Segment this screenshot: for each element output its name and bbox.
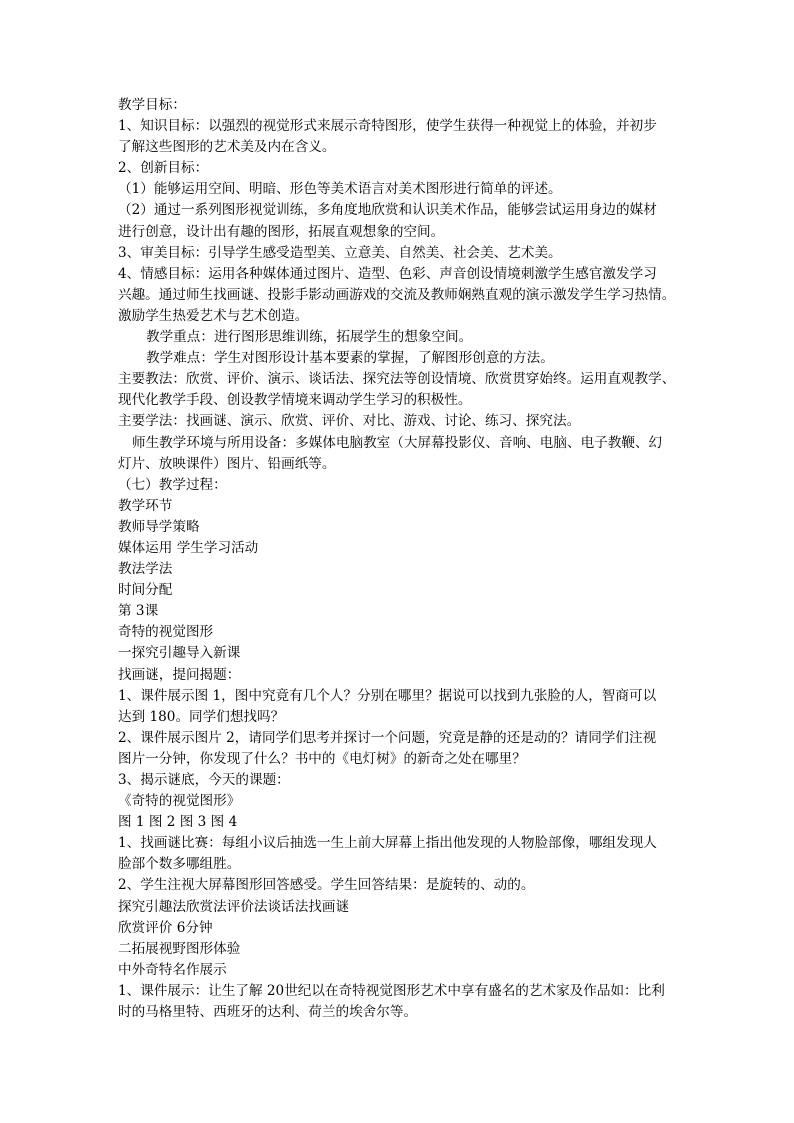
heading-teaching-goals: 教学目标：: [118, 97, 186, 113]
text-line: 媒体运用 学生学习活动: [118, 539, 259, 556]
text-line: （2）通过一系列图形视觉训练，多角度地欣赏和认识美术作品，能够尝试运用身边的媒材: [118, 202, 657, 219]
text-line: 教学环节: [118, 497, 173, 514]
text-line: 脸部个数多哪组胜。: [118, 856, 241, 873]
text-line: 时间分配: [118, 582, 173, 599]
text-line: 1、知识目标：以强烈的视觉形式来展示奇特图形，使学生获得一种视觉上的体验，并初步: [118, 118, 657, 135]
text-line: 一探究引趣导入新课: [118, 645, 241, 662]
text-line: 现代化教学手段、创设教学情境来调动学生学习的积极性。: [118, 392, 472, 409]
text-line: 2、课件展示图片 2，请同学们思考并探讨一个问题，究竟是静的还是动的？请同学们注视: [118, 729, 657, 746]
text-line: 了解这些图形的艺术美及内在含义。: [118, 139, 336, 156]
text-line: 主要教法：欣赏、评价、演示、谈话法、探究法等创设情境、欣赏贯穿始终。运用直观教学、: [118, 371, 676, 388]
heading-teaching-process: （七）教学过程：: [118, 476, 227, 493]
text-line: 灯片、放映课件）图片、铅画纸等。: [118, 455, 336, 472]
text-line: 教师导学策略: [118, 518, 200, 535]
text-line: 教法学法: [118, 561, 173, 578]
text-line: 时的马格里特、西班牙的达利、荷兰的埃舍尔等。: [118, 1004, 418, 1021]
text-line: 兴趣。通过师生找画谜、投影手影动画游戏的交流及教师娴熟直观的演示激发学生学习热情。: [118, 286, 676, 303]
text-line: 《奇特的视觉图形》: [118, 793, 241, 810]
text-line: 1、课件展示：让生了解 20世纪以在奇特视觉图形艺术中享有盛名的艺术家及作品如：比利: [118, 982, 665, 999]
text-line: 激励学生热爱艺术与艺术创造。: [118, 307, 309, 324]
text-line: 奇特的视觉图形: [118, 624, 214, 641]
text-line: 2、创新目标：: [118, 160, 209, 177]
text-line-key-point: 教学重点：进行图形思维训练，拓展学生的想象空间。: [146, 329, 473, 346]
text-line: 探究引趣法欣赏法评价法谈话法找画谜: [118, 898, 350, 915]
text-line: 主要学法：找画谜、演示、欣赏、评价、对比、游戏、讨论、练习、探究法。: [118, 413, 581, 430]
text-line: 图片一分钟，你发现了什么？书中的《电灯树》的新奇之处在哪里？: [118, 750, 526, 767]
text-line: 图 1 图 2 图 3 图 4: [118, 814, 238, 831]
text-line: 欣赏评价 6分钟: [118, 919, 213, 936]
text-line: 找画谜，提问揭题：: [118, 666, 241, 683]
text-line: 第 3课: [118, 603, 159, 620]
text-line-environment: 师生教学环境与所用设备：多媒体电脑教室（大屏幕投影仪、音响、电脑、电子教鞭、幻: [132, 434, 663, 451]
text-line: 二拓展视野图形体验: [118, 940, 241, 957]
text-line-difficulty: 教学难点：学生对图形设计基本要素的掌握，了解图形创意的方法。: [146, 350, 554, 367]
text-line: 进行创意，设计出有趣的图形，拓展直观想象的空间。: [118, 223, 445, 240]
lesson-plan-text: [118, 95, 678, 1023]
text-line: （1）能够运用空间、明暗、形色等美术语言对美术图形进行简单的评述。: [118, 181, 562, 198]
text-line: 达到 180。同学们想找吗？: [118, 708, 285, 725]
text-line: 2、学生注视大屏幕图形回答感受。学生回答结果：是旋转的、动的。: [118, 877, 535, 894]
text-line: 3、揭示谜底，今天的课题：: [118, 772, 290, 788]
text-line: 1、找画谜比赛：每组小议后抽选一生上前大屏幕上指出他发现的人物脸部像，哪组发现人: [118, 835, 657, 852]
text-line: 1、课件展示图 1，图中究竟有几个人？分别在哪里？据说可以找到九张脸的人，智商可以: [118, 687, 657, 704]
text-line: 4、情感目标：运用各种媒体通过图片、造型、色彩、声音创设情境刺激学生感官激发学习: [118, 265, 657, 282]
text-line: 中外奇特名作展示: [118, 961, 227, 978]
text-line: 3、审美目标：引导学生感受造型美、立意美、自然美、社会美、艺术美。: [118, 244, 562, 261]
